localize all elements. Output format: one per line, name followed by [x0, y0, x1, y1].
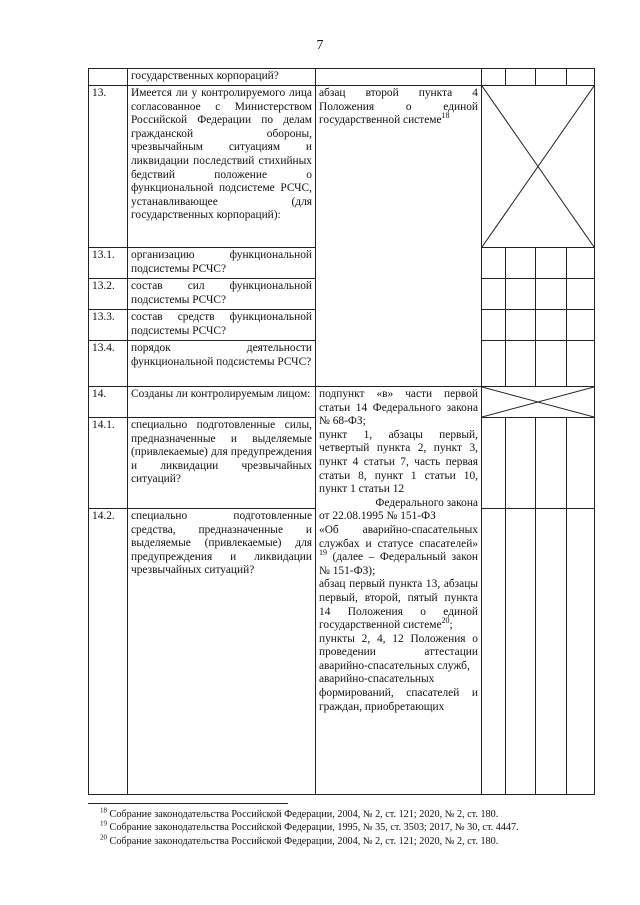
question-text: Созданы ли контролируемым лицом:: [128, 387, 316, 418]
answer-na-cell: [536, 248, 567, 279]
note-cell: [567, 341, 595, 387]
page-number: 7: [316, 38, 324, 53]
requirement-line: от 22.08.1995 № 151-ФЗ: [319, 510, 436, 523]
table-row: [89, 86, 595, 248]
note-cell: [567, 509, 595, 795]
question-text: порядок деятельности функциональной подсистемы РСЧС?: [128, 341, 316, 387]
answer-no-cell: [506, 341, 536, 387]
crossed-out-cell: [482, 387, 595, 418]
answer-yes-cell: [482, 509, 506, 795]
row-number: 13.2.: [89, 279, 128, 310]
answer-na-cell: [536, 69, 567, 86]
requirement-line: [319, 578, 478, 632]
footnote-text: Собрание законодательства Российской Федерации, 2004, № 2, ст. 121; 2020, № 2, ст. 180.: [109, 809, 499, 820]
requirement-line: «Об аварийно-спасательных службах и статусе спасателей»: [319, 523, 478, 550]
row-number: 14.1.: [89, 418, 128, 509]
footnote: [100, 808, 580, 821]
answer-yes-cell: [482, 248, 506, 279]
row-number: 13.: [89, 86, 128, 248]
row-number: 13.3.: [89, 310, 128, 341]
footnote-ref: 20: [441, 616, 450, 626]
answer-no-cell: [506, 69, 536, 86]
footnote-divider: [88, 803, 288, 804]
question-text: состав средств функциональной подсистемы РСЧС?: [128, 310, 316, 341]
note-cell: [567, 418, 595, 509]
checklist-table: [88, 68, 595, 795]
row-number: 13.1.: [89, 248, 128, 279]
question-text: организацию функциональной подсистемы РСЧС?: [128, 248, 316, 279]
table-row: [89, 69, 595, 86]
answer-no-cell: [506, 248, 536, 279]
requirement-line: (далее – Федеральный закон № 151-ФЗ);: [319, 551, 478, 577]
footnote-text: Собрание законодательства Российской Федерации, 2004, № 2, ст. 121; 2020, № 2, ст. 180.: [109, 835, 499, 847]
requirement-line: подпункт «в» части первой статьи 14 Федерального закона № 68-ФЗ;: [319, 388, 478, 428]
answer-yes-cell: [482, 418, 506, 509]
requirement-text-part: ;: [449, 619, 453, 632]
footnote: [100, 835, 580, 848]
question-text: государственных корпораций?: [128, 69, 316, 86]
answer-no-cell: [506, 279, 536, 310]
requirement-line: Федерального закона: [375, 496, 478, 509]
answer-na-cell: [536, 279, 567, 310]
footnote-mark: 20: [100, 833, 107, 842]
answer-no-cell: [506, 509, 536, 795]
cross-mark: [482, 86, 594, 247]
requirement-text-part: абзац первый пункта 13, абзацы первый, второй, пятый пункта 14 Положения о единой государственной системе: [319, 578, 478, 632]
answer-na-cell: [536, 509, 567, 795]
crossed-out-cell: [482, 86, 595, 248]
row-number: [89, 69, 128, 86]
footnote-mark: 19: [100, 819, 107, 828]
row-number: 13.4.: [89, 341, 128, 387]
requirement-line: пункты 2, 4, 12 Положения о проведении аттестации аварийно-спасательных служб,: [319, 632, 478, 672]
answer-yes-cell: [482, 310, 506, 341]
question-text: Имеется ли у контролируемого лица согласованное с Министерством Российской Федерации по делам гражданской обороны, чрезвычайным ситуациям и ликвидации последствий стихийных бедствий положение о функциональной подсистеме РСЧС, устанавливающее (для государственных корпораций):: [128, 86, 316, 248]
requirement-text: [316, 86, 482, 387]
note-cell: [567, 248, 595, 279]
note-cell: [567, 69, 595, 86]
note-cell: [567, 279, 595, 310]
table-row: [89, 387, 595, 418]
footnote-mark: 18: [100, 806, 107, 815]
requirement-text: [316, 387, 482, 795]
note-cell: [567, 310, 595, 341]
footnote: [100, 821, 580, 834]
requirement-line: пункт 1, абзацы первый, четвертый пункта 2, пункт 3, пункт 4 статьи 7, часть первая статьи 8, пункт 1 статьи 10, пункт 1 статьи 12: [319, 428, 478, 496]
cross-mark: [482, 387, 594, 417]
answer-yes-cell: [482, 69, 506, 86]
requirement-line: аварийно-спасательных формирований, спасателей и граждан, приобретающих: [319, 673, 478, 713]
row-number: 14.2.: [89, 509, 128, 795]
question-text: специально подготовленные средства, предназначенные и выделяемые (привлекаемые) для предупреждения и ликвидации чрезвычайных ситуаций?: [128, 509, 316, 795]
answer-na-cell: [536, 341, 567, 387]
answer-yes-cell: [482, 341, 506, 387]
answer-no-cell: [506, 418, 536, 509]
footnote-text: Собрание законодательства Российской Федерации, 1995, № 35, ст. 3503; 2017, № 30, ст. 4447.: [109, 822, 519, 834]
answer-no-cell: [506, 310, 536, 341]
question-text: состав сил функциональной подсистемы РСЧС?: [128, 279, 316, 310]
question-text: специально подготовленные силы, предназначенные и выделяемые (привлекаемые) для предупреждения и ликвидации чрезвычайных ситуаций?: [128, 418, 316, 509]
requirement-text: [316, 69, 482, 86]
answer-yes-cell: [482, 279, 506, 310]
row-number: 14.: [89, 387, 128, 418]
footnote-ref: 18: [441, 111, 450, 121]
answer-na-cell: [536, 310, 567, 341]
requirement-body: абзац второй пункта 4 Положения о единой государственной системе: [319, 87, 478, 127]
footnote-ref: 19: [319, 548, 327, 558]
answer-na-cell: [536, 418, 567, 509]
footnotes: [100, 808, 580, 848]
